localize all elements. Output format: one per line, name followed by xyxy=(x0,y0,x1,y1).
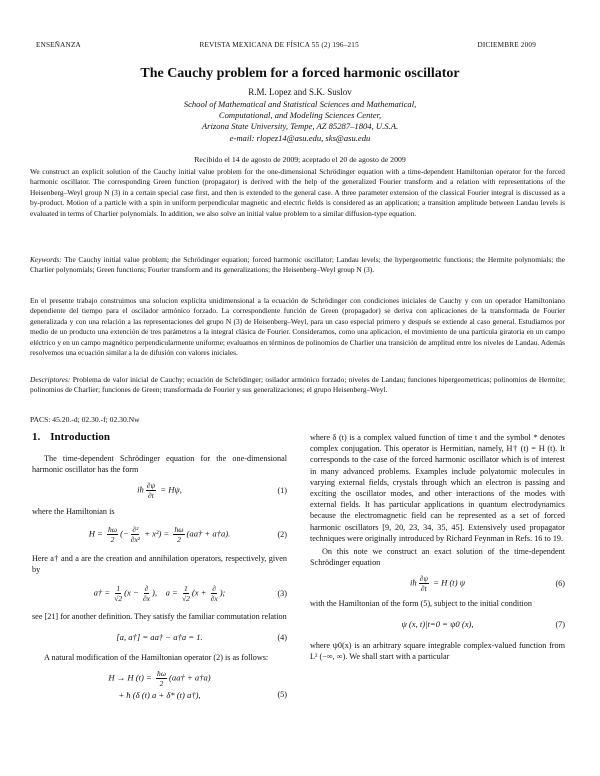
paragraph: On this note we construct an exact solution of the time-dependent Schrödinger equation xyxy=(310,547,565,568)
affiliation-line: Computational, and Modeling Sciences Center, xyxy=(218,110,382,121)
paragraph: The time-dependent Schrödinger equation for the one-dimensional harmonic oscillator has the form xyxy=(32,454,287,475)
keywords-spanish xyxy=(30,375,565,396)
running-head xyxy=(36,41,536,49)
authors: R.M. Lopez and S.K. Suslov xyxy=(248,87,352,97)
equation-6: iħ $\frac{\partial\psi}{\partial t}$ = H (t) ψ (6) xyxy=(409,573,565,593)
paragraph: see [21] for another definition. They satisfy the familiar commutation relation xyxy=(32,612,287,622)
equation-7 xyxy=(310,613,565,637)
equation-number: (1) xyxy=(277,486,287,495)
descriptores-text: Problema de valor inicial de Cauchy; ecuación de Schrödinger; osilador armónico forzado; niveles de Landau; funciones hipergeometricas; polinomios de Hermite; polinomios de Charlier; funciones de Green; transformada de Fourier y sus generalizaciones; el grupo Heisenberg–Weyl. xyxy=(30,375,565,395)
right-column xyxy=(310,432,565,662)
equation-5: H → H (t) = $\frac{ħ\omega}{2}$ (aa† + a†a) + ħ (δ (t) a + δ* (t) a†), (5) xyxy=(108,669,287,701)
equation-body: [a, a†] = aa† − a†a = 1. xyxy=(116,631,203,642)
keywords-label: Keywords: xyxy=(30,255,62,264)
equation-1: iħ $\frac{\partial\psi}{\partial t}$ = Hψ, (1) xyxy=(137,481,287,501)
abstract-spanish: En el presente trabajo construimos una solucion explícita unidimensional a la ecuación de Schrödinger con condiciones iniciales de Cauchy y con un operador Hamiltoniano dependiente del tiempo para el oscilador armónico forzado. La correspondiente función de Green (propagador) se deriva con aplicaciones de la transformada de Fourier generalizada y con una relación a las representaciones del grupo N (3) de Heisenberg–Weyl, para un caso especial primero y después se extiende al caso general. Estudiamos por medio de un producto una extención de tres parámetros a la integral clásica de Fourier. Consideramos, como una aplicacion, el movimiento de una partícula giratoria en un campo eléctrico y en un campo magnético perpendicularmente uniforme; evaluamos en términos de polinomios de Charlier una transición de amplitud entre los niveles de Landau. Además resolvemos una ecuación similar a la de difusión con valores iniciales. xyxy=(30,296,565,358)
paragraph: where the Hamiltonian is xyxy=(32,506,115,516)
section-number: 1. xyxy=(32,431,41,443)
equation-3: a† = $\frac{1}{√2}$ (x − $\frac{\partial}{\partial x}$ ), a = $\frac{1}{√2}$ (x + $\frac{\partial}{\partial x}$ ); (3) xyxy=(93,583,287,603)
equation-number: (4) xyxy=(277,632,287,642)
keywords-english xyxy=(30,255,565,276)
equation-number: (2) xyxy=(277,530,287,540)
equation-2: H = $\frac{ħ\omega}{2}$ (− $\frac{\text{∂²}}{\text{∂x²}}$ + x²) = $\frac{ħ\omega}{2}$ (aa† + a†a). (2) xyxy=(88,525,287,545)
abstract-english: We construct an explicit solution of the Cauchy initial value problem for the one-dimensional Schrödinger equation with a time-dependent Hamiltonian operator for the forced harmonic oscillator. The corresponding Green function (propagator) is derived with the help of the generalized Fourier transform and a relation with representations of the Heisenberg–Weyl group N (3) in a certain special case first, and then is extended to the general case. A three parameter extension of the classical Fourier integral is discussed as a by-product. Motion of a particle with a spin in uniform perpendicular magnetic and electric fields is considered as an application; a transition amplitude between Landau levels is evaluated in terms of Charlier polynomials. In addition, we also solve an initial value problem to a similar diffusion-type equation. xyxy=(30,167,565,218)
paragraph: where δ (t) is a complex valued function of time t and the symbol * denotes complex conjugation. This operator is Hermitian, namely, H† (t) = H (t). It corresponds to the case of the forced harmonic oscillator which is of interest in many advanced problems. Examples include polyatomic molecules in varying external fields, crystals through which an electron is passing and exciting the oscillator modes, and other interactions of the modes with external fields. It has particular applications in quantum electrodynamics because the electromagnetic field can be represented as a set of forced harmonic oscillators [9, 20, 23, 34, 35, 45]. Extensively used propagator techniques were originally introduced by Richard Feynman in Refs. 16 to 19. xyxy=(310,433,565,543)
received-date: Recibido el 14 de agosto de 2009; aceptado el 20 de agosto de 2009 xyxy=(194,155,406,164)
equation-number: (6) xyxy=(555,578,565,588)
affiliation-line: Arizona State University, Tempe, AZ 85287–1804, U.S.A. xyxy=(201,121,399,132)
running-head-date: DICIEMBRE 2009 xyxy=(477,41,536,49)
paragraph: with the Hamiltonian of the form (5), subject to the initial condition xyxy=(310,599,532,609)
paragraph: A natural modification of the Hamiltonian operator (2) is as follows: xyxy=(44,653,269,663)
paragraph: where ψ0(x) is an arbitrary square integrable complex-valued function from L² (−∞, ∞). We shall start with a particular xyxy=(310,640,565,661)
paper-title: The Cauchy problem for a forced harmonic oscillator xyxy=(140,66,460,81)
equation-number: (5) xyxy=(277,690,287,700)
equation-number: (3) xyxy=(277,588,287,598)
email-line: e-mail: rlopez14@asu.edu, sks@asu.edu xyxy=(229,132,371,143)
equation-4 xyxy=(32,625,287,649)
left-column xyxy=(32,432,287,708)
section-heading xyxy=(32,432,287,443)
running-head-section: ENSEÑANZA xyxy=(36,41,81,49)
descriptores-label: Descriptores: xyxy=(30,375,71,384)
paragraph: Here a† and a are the creation and annihilation operators, respectively, given by xyxy=(32,553,287,575)
section-title: Introduction xyxy=(50,431,110,443)
running-head-journal: REVISTA MEXICANA DE FÍSICA 55 (2) 196–215 xyxy=(199,41,359,49)
affiliation xyxy=(0,99,600,144)
affiliation-line: School of Mathematical and Statistical Sciences and Mathematical, xyxy=(183,99,417,109)
equation-body: ψ (x, t)|t=0 = ψ0 (x), xyxy=(401,619,474,630)
pacs-codes: PACS: 45.20.-d; 02.30.-f; 02.30.Nw xyxy=(30,415,140,424)
keywords-text: The Cauchy initial value problem; the Schrödinger equation; forced harmonic oscillator; Landau levels; the hypergeometric functions; the Hermite polynomials; the Charlier polynomials; Green functions; Fourier transform and its generalizations; the Heisenberg–Weyl group N (3). xyxy=(30,255,565,275)
equation-number: (7) xyxy=(555,620,565,630)
